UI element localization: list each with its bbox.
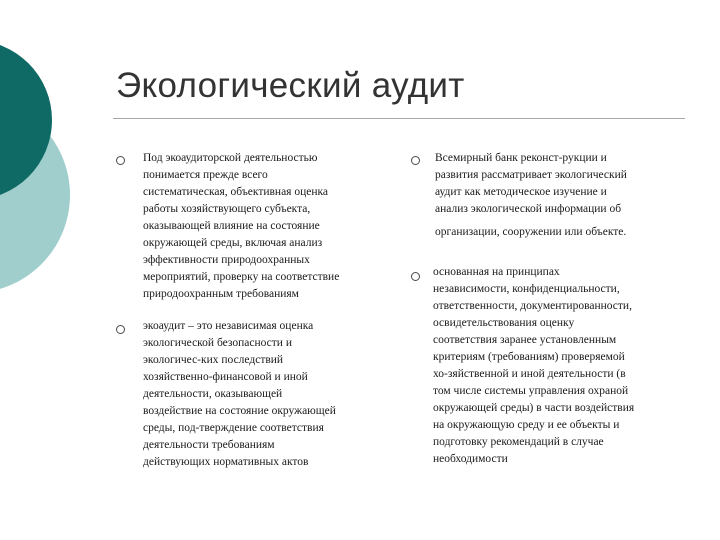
right-paragraph-1 bbox=[435, 150, 627, 218]
text-line: хо-зяйственной и иной деятельности (в bbox=[433, 368, 626, 380]
left-paragraph-1 bbox=[143, 150, 339, 303]
bullet-icon bbox=[411, 272, 420, 281]
text-line: подготовку рекомендаций в случае bbox=[433, 436, 604, 448]
text-line: хозяйственно-финансовой и иной bbox=[143, 371, 308, 383]
text-line: действующих нормативных актов bbox=[143, 456, 309, 468]
text-line: соответствия заранее установленным bbox=[433, 334, 617, 346]
text-line: экоаудит – это независимая оценка bbox=[143, 320, 314, 332]
text-line: аудит как методическое изучение и bbox=[435, 186, 607, 198]
text-line: деятельности, оказывающей bbox=[143, 388, 283, 400]
decorative-circles bbox=[0, 0, 120, 300]
bullet-icon bbox=[116, 156, 125, 165]
text-line: анализ экологической информации об bbox=[435, 203, 622, 215]
text-line: основанная на принципах bbox=[433, 266, 560, 278]
bullet-icon bbox=[411, 156, 420, 165]
text-line: развития рассматривает экологический bbox=[435, 169, 627, 181]
left-paragraph-2 bbox=[143, 318, 336, 471]
right-paragraph-1-continuation bbox=[435, 224, 626, 241]
text-line: ответственности, документированности, bbox=[433, 300, 632, 312]
title-divider bbox=[113, 118, 685, 119]
text-line: работы хозяйствующего субъекта, bbox=[143, 203, 311, 215]
text-line: экологичес-ких последствий bbox=[143, 354, 284, 366]
text-line: Под экоаудиторской деятельностью bbox=[143, 152, 318, 164]
text-line: систематическая, объективная оценка bbox=[143, 186, 329, 198]
text-line: том числе системы управления охраной bbox=[433, 385, 629, 397]
text-line: организации, сооружении или объекте. bbox=[435, 226, 627, 238]
text-line: воздействие на состояние окружающей bbox=[143, 405, 336, 417]
slide-title: Экологический аудит bbox=[116, 66, 465, 105]
text-line: деятельности требованиям bbox=[143, 439, 275, 451]
right-paragraph-2 bbox=[433, 264, 634, 468]
text-line: необходимости bbox=[433, 453, 508, 465]
text-line: природоохранным требованиям bbox=[143, 288, 299, 300]
text-line: окружающей среды, включая анализ bbox=[143, 237, 323, 249]
text-line: понимается прежде всего bbox=[143, 169, 268, 181]
text-line: среды, под-тверждение соответствия bbox=[143, 422, 324, 434]
text-line: оказывающей влияние на состояние bbox=[143, 220, 320, 232]
text-line: мероприятий, проверку на соответствие bbox=[143, 271, 340, 283]
bullet-icon bbox=[116, 325, 125, 334]
text-line: освидетельствования оценку bbox=[433, 317, 575, 329]
text-line: экологической безопасности и bbox=[143, 337, 292, 349]
text-line: эффективности природоохранных bbox=[143, 254, 310, 266]
text-line: независимости, конфиденциальности, bbox=[433, 283, 620, 295]
text-line: на окружающую среду и ее объекты и bbox=[433, 419, 620, 431]
text-line: критериям (требованиям) проверяемой bbox=[433, 351, 625, 363]
text-line: окружающей среды) в части воздействия bbox=[433, 402, 635, 414]
text-line: Всемирный банк реконст-рукции и bbox=[435, 152, 607, 164]
